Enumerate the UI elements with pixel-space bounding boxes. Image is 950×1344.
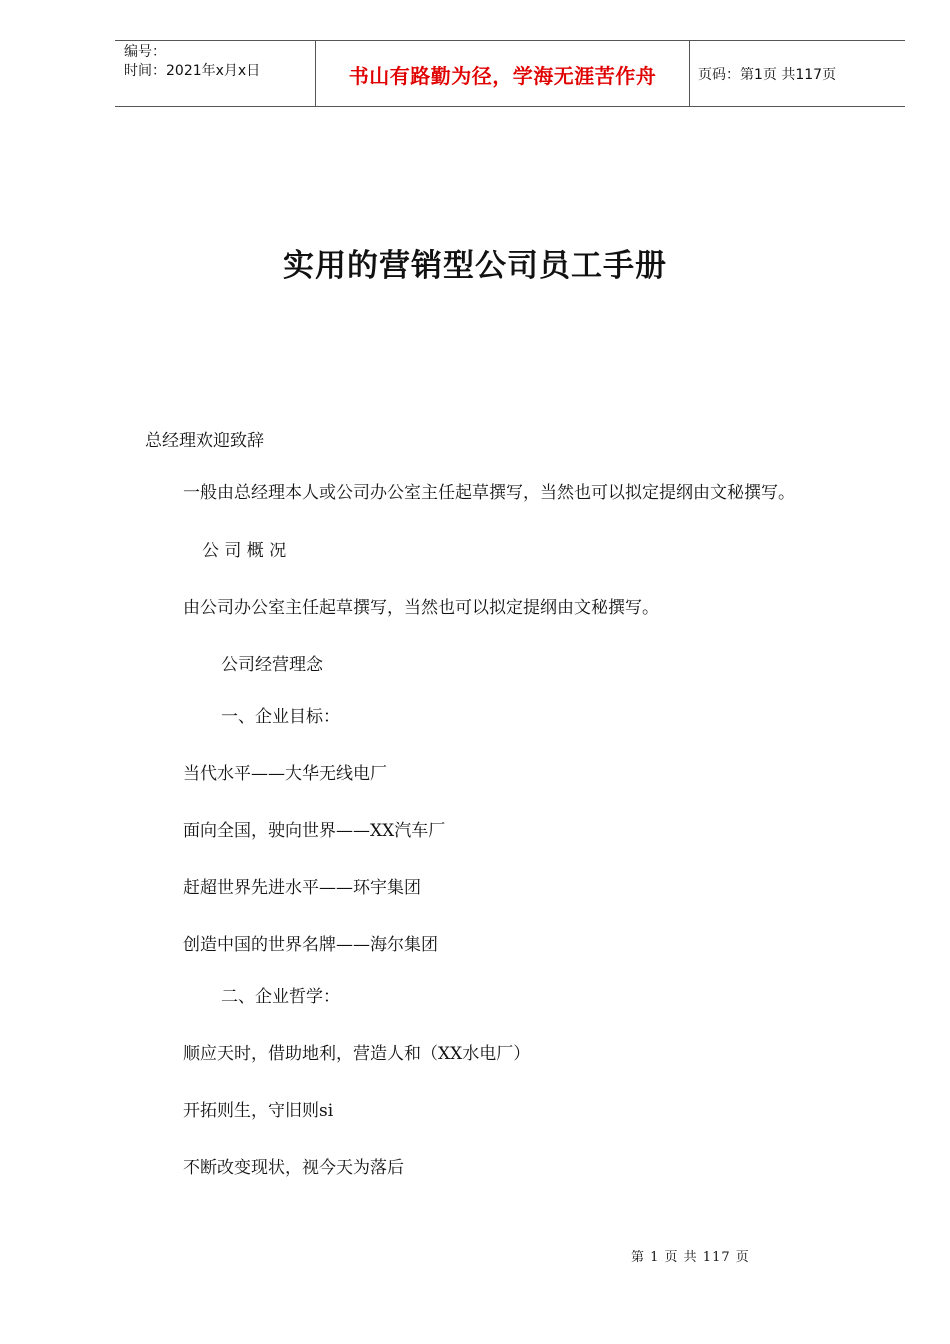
paragraph-welcome-desc: 一般由总经理本人或公司办公室主任起草撰写，当然也可以拟定提纲由文秘撰写。	[183, 483, 795, 503]
page-footer: 第 1 页 共 117 页	[631, 1250, 750, 1265]
list-item: 当代水平——大华无线电厂	[183, 764, 387, 784]
section-heading-philosophy: 公司经营理念	[221, 655, 323, 675]
header-motto: 书山有路勤为径，学海无涯苦作舟	[348, 63, 657, 88]
subheading-philosophy: 二、企业哲学：	[221, 987, 340, 1007]
list-item: 赶超世界先进水平——环宇集团	[183, 878, 421, 898]
list-item: 面向全国，驶向世界——XX汽车厂	[183, 821, 446, 841]
paragraph-overview-desc: 由公司办公室主任起草撰写，当然也可以拟定提纲由文秘撰写。	[183, 598, 659, 618]
list-item: 开拓则生，守旧则si	[183, 1101, 334, 1121]
document-date-label: 时间：2021年x月x日	[124, 63, 261, 79]
page-header	[115, 40, 905, 107]
header-meta-cell	[115, 41, 316, 107]
subheading-goals: 一、企业目标：	[221, 707, 340, 727]
section-heading-welcome: 总经理欢迎致辞	[145, 431, 264, 451]
list-item: 顺应天时，借助地利，营造人和（XX水电厂）	[183, 1044, 531, 1064]
list-item: 创造中国的世界名牌——海尔集团	[183, 935, 438, 955]
section-heading-overview: 公 司 概 况	[202, 541, 287, 561]
header-page-cell	[690, 41, 905, 107]
document-number-label: 编号：	[124, 44, 166, 60]
list-item: 不断改变现状，视今天为落后	[183, 1158, 404, 1178]
header-motto-cell	[316, 41, 690, 107]
header-page-number: 页码：第1页 共117页	[698, 67, 837, 83]
document-title: 实用的营销型公司员工手册	[283, 248, 667, 284]
